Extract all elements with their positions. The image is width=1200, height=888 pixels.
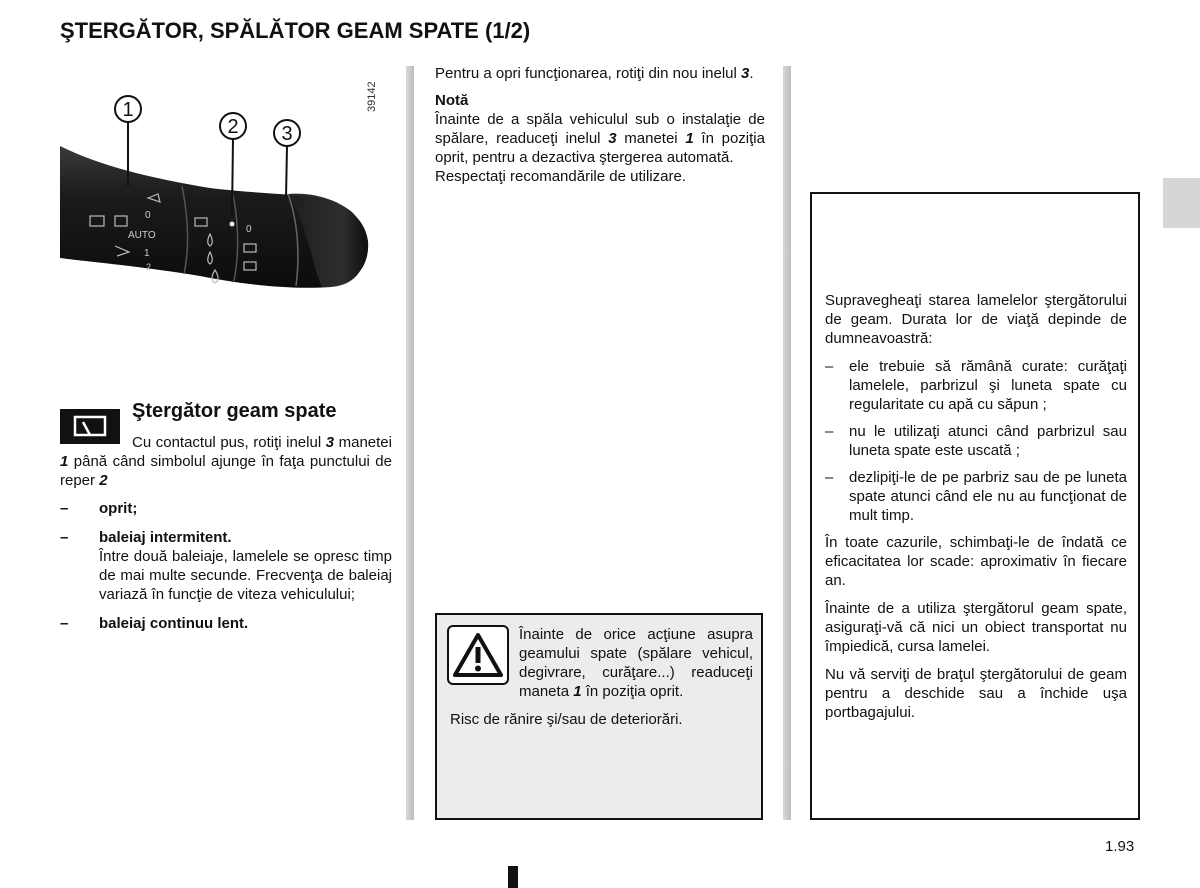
right-intro: Supravegheaţi starea lamelelor ştergătorului de geam. Durata lor de viaţă depinde de dumneavoastră: [825,292,1127,347]
left-intro [60,433,392,490]
page-number: 1.93 [1105,838,1135,855]
note-text: Înainte de a spăla vehiculul sub o instalaţie de spălare, readuceţi inelul 3 manetei 1 în poziţia oprit, pentru a dezactiva ştergerea automată. [435,111,765,166]
page-title: ŞTERGĂTOR, SPĂLĂTOR GEAM SPATE (1/2) [60,18,531,43]
stop-text: Pentru a opri funcţionarea, rotiţi din nou inelul 3. [435,65,754,82]
note-title: Notă [435,92,469,109]
left-bullet-list [60,499,392,633]
warning-text: Înainte de orice acţiune asupra geamului spate (spălare vehicul, degivrare, curăţare...) readuceţi maneta 1 în poziţia oprit. [519,626,753,700]
right-paragraph: În toate cazurile, schimbaţi-le de îndată ce eficacitatea lor scade: aproximativ în fiecare an. [825,534,1127,589]
wiper-stalk-illustration [60,66,390,311]
callout-2: 2 [227,116,239,138]
warning-triangle-icon [447,625,509,685]
callout-3: 3 [281,123,293,145]
warning-risk: Risc de rănire şi/sau de deteriorări. [450,711,683,728]
ring-0-label: 0 [246,224,252,235]
list-item: – ele trebuie să rămână curate: curăţaţi lamelele, parbrizul şi luneta spate cu regularitate cu apă cu săpun ; [825,358,1127,413]
chapter-tab [1163,178,1200,228]
wiper-stalk-figure [60,66,390,311]
column-divider [783,66,791,820]
pos-2-label: 2 [146,262,152,272]
pos-0-label: 0 [145,210,151,221]
callout-1: 1 [122,99,134,121]
list-item: – dezlipiţi-le de pe parbriz sau de pe luneta spate atunci când ele nu au funcţionat de mult timp. [825,469,1127,524]
list-item: – nu le utilizaţi atunci când parbrizul sau luneta spate este uscată ; [825,423,1127,459]
list-item: – baleiaj continuu lent. [60,615,249,632]
right-paragraph: Nu vă serviţi de braţul ştergătorului de geam pentru a deschide sau a închide uşa portbagajului. [825,666,1127,721]
middle-column [435,64,765,186]
column-divider [406,66,414,820]
warning-box [435,613,763,820]
figure-code: 39142 [366,81,378,112]
footer-mark [508,866,518,888]
section-heading: Ştergător geam spate [132,400,337,422]
intro-text: Cu contactul pus, rotiţi inelul 3 manetei 1 până când simbolul ajunge în faţa punctului de reper 2 [60,434,392,489]
note-extra: Respectaţi recomandările de utilizare. [435,168,686,185]
auto-label: AUTO [128,230,156,241]
list-item: – oprit; [60,500,138,517]
list-item: – baleiaj intermitent. Între două baleiaje, lamelele se opresc timp de mai multe secunde. Frecvenţa de baleiaj variază în funcţie de viteza vehiculului; [60,529,392,603]
right-info-box [810,192,1140,820]
pos-1-label: 1 [144,248,150,259]
right-paragraph: Înainte de a utiliza ştergătorul geam spate, asiguraţi-vă că nici un obiect transportat nu împiedică, cursa lamelei. [825,600,1127,655]
